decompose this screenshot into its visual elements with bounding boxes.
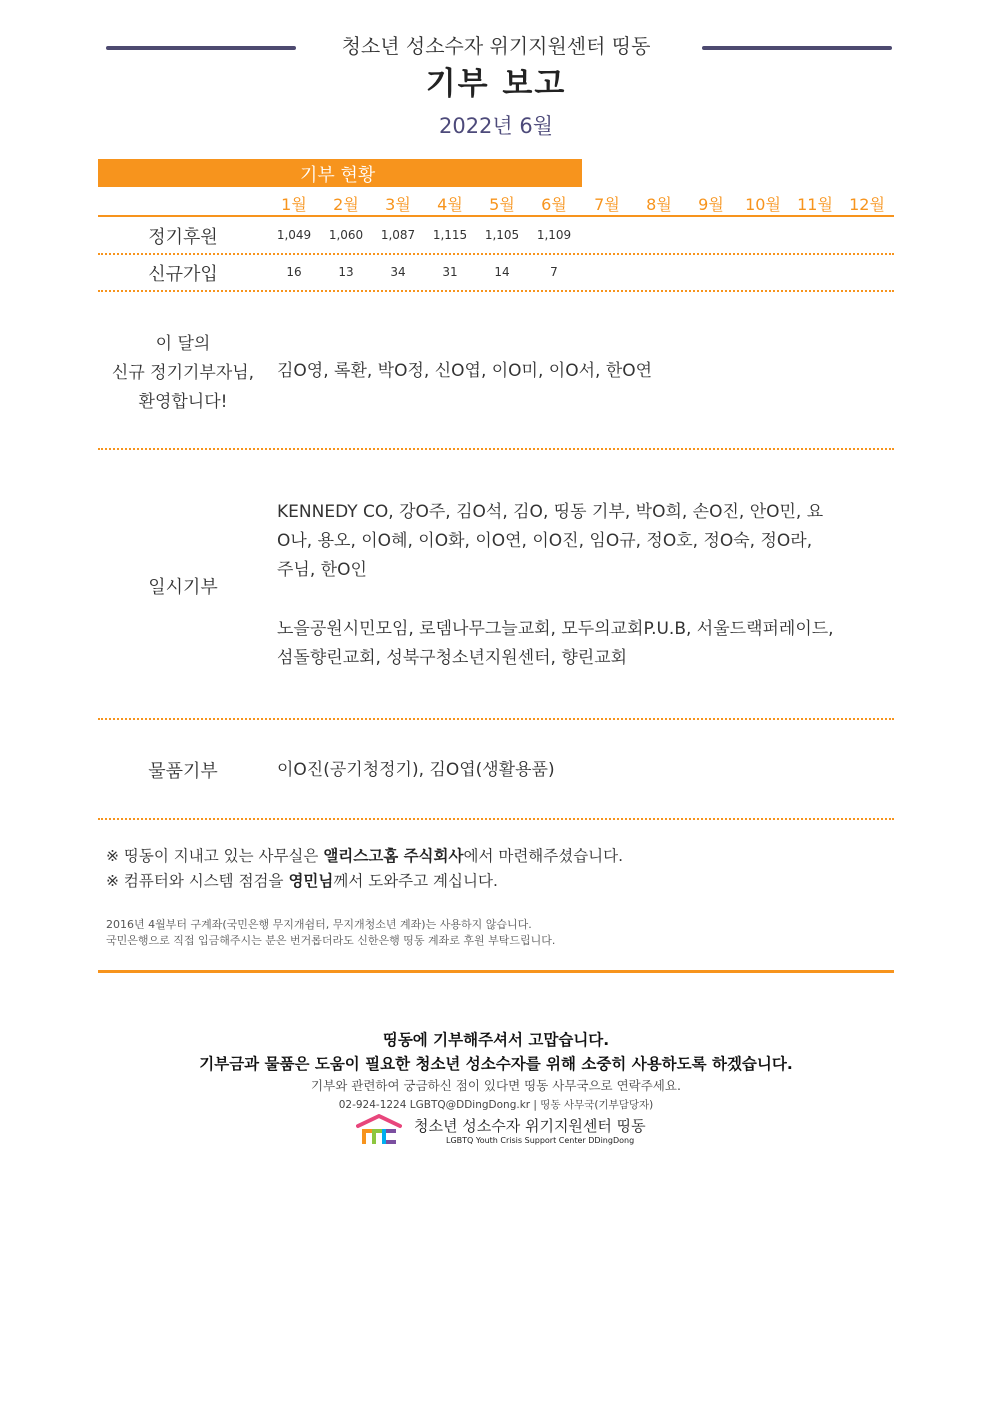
note-highlight: 앨리스고홈 주식회사: [323, 847, 464, 865]
table-cell: 14: [494, 265, 510, 279]
row-label-regular: 정기후원: [148, 227, 218, 248]
footer-divider: [98, 970, 894, 973]
table-cell: 16: [286, 265, 302, 279]
onetime-line: 섬돌향린교회, 성북구청소년지원센터, 향린교회: [277, 648, 628, 668]
note-text: ※ 컴퓨터와 시스템 점검을: [106, 872, 289, 890]
note-text: ※ 띵동이 지내고 있는 사무실은: [106, 847, 324, 865]
welcome-label-line: 신규 정기기부자님,: [111, 363, 255, 383]
table-cell: 13: [338, 265, 354, 279]
welcome-label-line: 이 달의: [155, 334, 211, 354]
onetime-line: 노을공원시민모임, 로뎀나무그늘교회, 모두의교회P.U.B, 서울드랙퍼레이드,: [277, 619, 834, 639]
table-cell: 1,115: [432, 228, 468, 242]
onetime-individuals: [277, 498, 889, 585]
thanks-message: 띵동에 기부해주셔서 고맙습니다.: [382, 1031, 610, 1049]
org-name: 청소년 성소수자 위기지원센터 띵동: [341, 34, 651, 58]
table-cell: 31: [442, 265, 458, 279]
note-highlight: 영민님: [288, 872, 334, 890]
row-divider: [98, 448, 894, 450]
note-text: 에서 마련해주셨습니다.: [463, 847, 624, 865]
month-label: 4월: [437, 195, 463, 214]
report-period: 2022년 6월: [438, 114, 554, 138]
logo-text-en: LGBTQ Youth Crisis Support Center DDingDong: [446, 1136, 635, 1145]
month-label: 6월: [541, 195, 567, 214]
month-label: 1월: [281, 195, 307, 214]
logo-text-ko: 청소년 성소수자 위기지원센터 띵동: [414, 1117, 646, 1135]
table-cell: 1,105: [484, 228, 520, 242]
account-notice-1: 2016년 4월부터 구계좌(국민은행 무지개쉼터, 무지개청소년 계좌)는 사용하지 않습니다.: [106, 918, 532, 931]
row-divider: [98, 818, 894, 820]
table-cell: 1,060: [328, 228, 364, 242]
onetime-line: KENNEDY CO, 강O주, 김O석, 김O, 띵동 기부, 박O희, 손O진, 안O민, 요: [277, 502, 824, 522]
note-text: 께서 도와주고 계십니다.: [333, 872, 498, 890]
goods-label: 물품기부: [148, 761, 218, 782]
table-cell: 7: [550, 265, 558, 279]
month-label: 8월: [646, 195, 672, 214]
table-cell: 1,109: [536, 228, 572, 242]
month-label: 2월: [333, 195, 359, 214]
welcome-label-line: 환영합니다!: [138, 392, 228, 412]
table-header-divider: [98, 215, 894, 217]
page-title: 기부 보고: [425, 66, 567, 102]
month-label: 9월: [698, 195, 724, 214]
contact-prompt: 기부와 관련하여 궁금하신 점이 있다면 띵동 사무국으로 연락주세요.: [311, 1078, 681, 1093]
row-label-new: 신규가입: [148, 264, 218, 285]
table-cell: 34: [390, 265, 406, 279]
month-label: 5월: [489, 195, 515, 214]
row-divider: [98, 290, 894, 292]
month-label: 7월: [594, 195, 620, 214]
row-divider: [98, 718, 894, 720]
row-divider: [98, 253, 894, 255]
month-label: 10월: [745, 195, 781, 214]
month-label: 12월: [849, 195, 885, 214]
table-cell: 1,049: [276, 228, 312, 242]
goods-names: 이O진(공기청정기), 김O엽(생활용품): [277, 760, 555, 780]
onetime-label: 일시기부: [148, 577, 218, 598]
month-label: 11월: [797, 195, 833, 214]
contact-info: 02-924-1224 LGBTQ@DDingDong.kr | 띵동 사무국(기부담당자): [338, 1099, 654, 1111]
note-computer: [106, 869, 498, 891]
onetime-line: 주님, 한O인: [277, 560, 367, 580]
onetime-groups: [277, 615, 889, 673]
ddingdong-logo-icon: [356, 1114, 402, 1146]
month-label: 3월: [385, 195, 411, 214]
table-cell: 1,087: [380, 228, 416, 242]
usage-message: 기부금과 물품은 도움이 필요한 청소년 성소수자를 위해 소중히 사용하도록 하겠습니다.: [199, 1055, 793, 1073]
onetime-line: O나, 용오, 이O혜, 이O화, 이O연, 이O진, 임O규, 정O호, 정O숙, 정O라,: [277, 531, 813, 551]
new-donor-names: 김O영, 록환, 박O정, 신O엽, 이O미, 이O서, 한O연: [277, 361, 653, 381]
account-notice-2: 국민은행으로 직접 입금해주시는 분은 번거롭더라도 신한은행 띵동 계좌로 후원 부탁드립니다.: [106, 934, 556, 947]
welcome-label: [98, 330, 268, 417]
section-title: 기부 현황: [300, 165, 376, 186]
note-office: [106, 844, 623, 866]
